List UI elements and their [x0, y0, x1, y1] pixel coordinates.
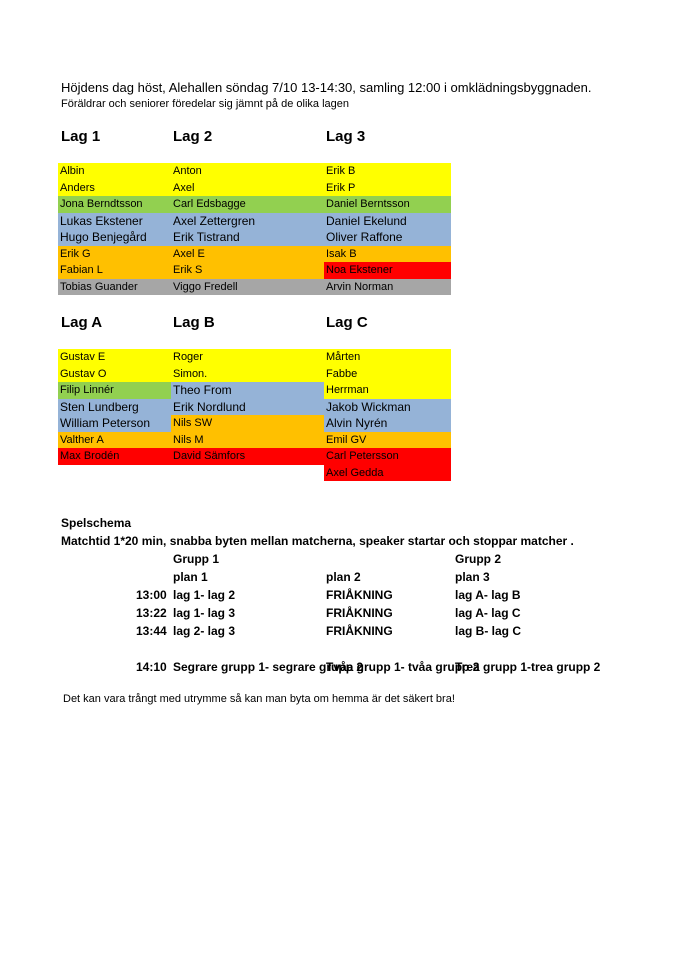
player-cell: Max Brodén: [58, 448, 171, 465]
player-cell: [171, 465, 324, 482]
player-cell: Anton: [171, 163, 324, 180]
player-cell: Noa Ekstener: [324, 262, 451, 279]
player-cell: Tobias Guander: [58, 279, 171, 296]
final-plan1-match: Segrare grupp 1- segrare grupp 2: [173, 660, 364, 674]
player-cell: Filip Linnér: [58, 382, 171, 399]
plan3-label: plan 3: [455, 570, 490, 584]
player-cell: Fabian L: [58, 262, 171, 279]
final-plan3-match: Trea grupp 1-trea grupp 2: [455, 660, 601, 674]
player-cell: Daniel Ekelund: [324, 213, 451, 230]
player-cell: Alvin Nyrén: [324, 415, 451, 432]
roster-row: [58, 196, 451, 213]
player-cell: Erik G: [58, 246, 171, 263]
page-title: Höjdens dag höst, Alehallen söndag 7/10 13-14:30, samling 12:00 i omklädningsbyggnaden.: [61, 80, 592, 95]
schedule-plan1-match: lag 1- lag 3: [173, 606, 236, 620]
player-cell: William Peterson: [58, 415, 171, 432]
player-cell: Arvin Norman: [324, 279, 451, 296]
player-cell: Carl Petersson: [324, 448, 451, 465]
player-cell: Herrman: [324, 382, 451, 399]
player-cell: Erik Tistrand: [171, 229, 324, 246]
match-time-info: Matchtid 1*20 min, snabba byten mellan matcherna, speaker startar och stoppar matcher .: [61, 534, 574, 548]
player-cell: Fabbe: [324, 366, 451, 383]
roster-table-lag-1-3: [58, 163, 451, 295]
player-cell: Axel Zettergren: [171, 213, 324, 230]
player-cell: Viggo Fredell: [171, 279, 324, 296]
roster-row: [58, 366, 451, 383]
player-cell: Jona Berndtsson: [58, 196, 171, 213]
player-cell: Albin: [58, 163, 171, 180]
roster-row: [58, 415, 451, 432]
group1-label: Grupp 1: [173, 552, 220, 566]
schedule-heading: Spelschema: [61, 516, 132, 530]
team-header-lag-a: Lag A: [61, 314, 103, 331]
group2-label: Grupp 2: [455, 552, 502, 566]
final-time: 14:10: [136, 660, 167, 674]
player-cell: Roger: [171, 349, 324, 366]
player-cell: Erik P: [324, 180, 451, 197]
roster-row: [58, 382, 451, 399]
team-header-lag-1: Lag 1: [61, 128, 101, 145]
player-cell: Axel: [171, 180, 324, 197]
roster-row: [58, 448, 451, 465]
player-cell: Axel E: [171, 246, 324, 263]
roster-row: [58, 349, 451, 366]
page-subtitle: Föräldrar och seniorer föredelar sig jämnt på de olika lagen: [61, 98, 349, 110]
team-header-lag-2: Lag 2: [173, 128, 213, 145]
player-cell: Lukas Ekstener: [58, 213, 171, 230]
roster-table-lag-a-c: [58, 349, 451, 481]
player-cell: Erik S: [171, 262, 324, 279]
schedule-plan3-match: lag A- lag B: [455, 588, 521, 602]
roster-row: [58, 163, 451, 180]
player-cell: Valther A: [58, 432, 171, 449]
roster-row: [58, 180, 451, 197]
schedule-plan1-match: lag 2- lag 3: [173, 624, 236, 638]
player-cell: Axel Gedda: [324, 465, 451, 482]
player-cell: Oliver Raffone: [324, 229, 451, 246]
player-cell: Gustav O: [58, 366, 171, 383]
schedule-time: 13:44: [136, 624, 167, 638]
schedule-time: 13:22: [136, 606, 167, 620]
player-cell: Hugo Benjegård: [58, 229, 171, 246]
schedule-plan1-match: lag 1- lag 2: [173, 588, 236, 602]
player-cell: David Sämfors: [171, 448, 324, 465]
player-cell: Nils M: [171, 432, 324, 449]
player-cell: Jakob Wickman: [324, 399, 451, 416]
schedule-plan2-match: FRIÅKNING: [326, 624, 393, 638]
player-cell: Mårten: [324, 349, 451, 366]
player-cell: Erik B: [324, 163, 451, 180]
roster-row: [58, 465, 451, 482]
player-cell: Theo From: [171, 382, 324, 399]
roster-row: [58, 213, 451, 230]
schedule-plan3-match: lag B- lag C: [455, 624, 522, 638]
player-cell: Erik Nordlund: [171, 399, 324, 416]
team-header-lag-b: Lag B: [173, 314, 215, 331]
player-cell: Simon.: [171, 366, 324, 383]
roster-row: [58, 262, 451, 279]
roster-row: [58, 399, 451, 416]
player-cell: Nils SW: [171, 415, 324, 432]
final-plan2-match: Tvåa grupp 1- tvåa grupp 2: [326, 660, 480, 674]
schedule-time: 13:00: [136, 588, 167, 602]
schedule-plan3-match: lag A- lag C: [455, 606, 521, 620]
roster-row: [58, 279, 451, 296]
player-cell: Sten Lundberg: [58, 399, 171, 416]
player-cell: Anders: [58, 180, 171, 197]
player-cell: Isak B: [324, 246, 451, 263]
plan2-label: plan 2: [326, 570, 361, 584]
plan1-label: plan 1: [173, 570, 208, 584]
roster-row: [58, 229, 451, 246]
player-cell: Emil GV: [324, 432, 451, 449]
player-cell: Daniel Berntsson: [324, 196, 451, 213]
schedule-plan2-match: FRIÅKNING: [326, 606, 393, 620]
player-cell: [58, 465, 171, 482]
player-cell: Carl Edsbagge: [171, 196, 324, 213]
team-header-lag-3: Lag 3: [326, 128, 366, 145]
team-header-lag-c: Lag C: [326, 314, 368, 331]
footer-note: Det kan vara trångt med utrymme så kan man byta om hemma är det säkert bra!: [63, 693, 455, 705]
roster-row: [58, 432, 451, 449]
player-cell: Gustav E: [58, 349, 171, 366]
schedule-plan2-match: FRIÅKNING: [326, 588, 393, 602]
roster-row: [58, 246, 451, 263]
